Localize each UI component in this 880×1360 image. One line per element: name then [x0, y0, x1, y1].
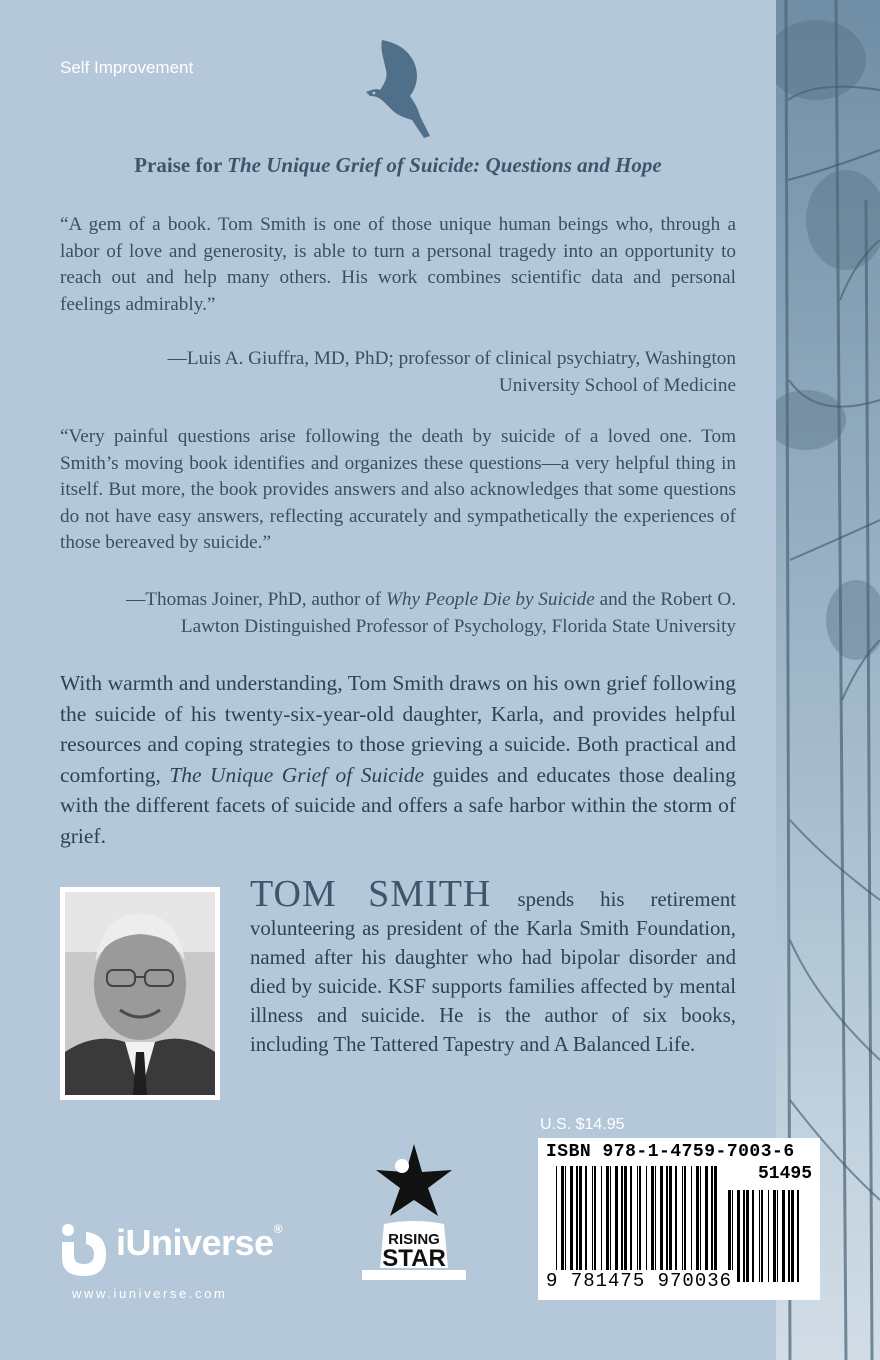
barcode-bar — [746, 1190, 749, 1282]
barcode-bar — [660, 1166, 663, 1282]
registered-mark: ® — [273, 1222, 282, 1236]
attribution-joiner — [126, 586, 736, 640]
price-code: 51495 — [757, 1164, 812, 1184]
barcode-bar — [651, 1166, 654, 1282]
barcode-bar — [700, 1166, 701, 1282]
quote-joiner: “Very painful questions arise following the death by suicide of a loved one. Tom Smith’s moving book identifies and organizes these questions—a very helpful thing in itself. But more, the book provides answers and also acknowledges that some questions do not have easy answers, reflecting accurately and sympathetically the experiences of those bereaved by suicide.” — [60, 426, 736, 553]
attribution-suffix: and the Robert O. — [594, 589, 736, 610]
author-bio — [250, 873, 736, 1059]
isbn-barcode — [538, 1138, 820, 1300]
attribution-prefix: —Thomas Joiner, PhD, author of — [126, 589, 386, 610]
iuniverse-emblem-icon — [58, 1222, 110, 1278]
barcode-bar — [773, 1190, 776, 1282]
barcode-bar — [732, 1190, 733, 1282]
quote-giuffra: “A gem of a book. Tom Smith is one of those unique human beings who, through a labor of love and generosity, is able to turn a personal tragedy into an opportunity to reach out and help many others. His work combines scientific data and personal feelings admirably.” — [60, 214, 736, 315]
barcode-bar — [585, 1166, 587, 1282]
barcode-bar — [782, 1190, 785, 1282]
barcode-bar — [570, 1166, 573, 1282]
barcode-bar — [610, 1166, 611, 1282]
barcode-bar — [714, 1166, 717, 1282]
barcode-bar — [737, 1190, 740, 1282]
barcode-bar — [561, 1166, 564, 1282]
praise-book-title: The Unique Grief of Suicide: Questions and Hope — [227, 153, 662, 177]
author-bio-text: spends his retirement volunteering as president of the Karla Smith Foundation, named after his daughter who had bipolar disorder and died by suicide. KSF supports families affected by mental illness and suicide. He is the author of six books, including The Tattered Tapestry and A Balanced Life. — [250, 888, 736, 1056]
barcode-bar — [639, 1166, 641, 1282]
barcode-bar — [606, 1166, 609, 1282]
attribution-line: University School of Medicine — [498, 375, 736, 396]
book-description — [60, 668, 736, 851]
rising-star-line2: STAR — [382, 1245, 446, 1272]
barcode-bar — [691, 1166, 692, 1282]
barcode-bar — [624, 1166, 627, 1282]
barcode-bar — [728, 1190, 731, 1282]
rising-star-line1: RISING — [388, 1231, 440, 1248]
iuniverse-logo — [58, 1222, 318, 1282]
attribution-book-title: Why People Die by Suicide — [385, 589, 595, 610]
bird-icon — [362, 36, 434, 142]
barcode-bar — [684, 1166, 686, 1282]
publisher-name-text: iUniverse — [116, 1222, 274, 1263]
barcode-bar — [675, 1166, 677, 1282]
barcode-bar — [556, 1166, 557, 1282]
barcode-bar — [655, 1166, 656, 1282]
barcode-bar — [788, 1190, 790, 1282]
isbn-label: ISBN 978-1-4759-7003-6 — [546, 1142, 795, 1162]
barcode-bar — [565, 1166, 566, 1282]
star-figure-icon — [395, 1159, 409, 1173]
author-photo — [60, 887, 220, 1100]
barcode-bars — [552, 1166, 720, 1282]
barcode-bar — [615, 1166, 618, 1282]
barcode-bar — [579, 1166, 582, 1282]
praise-prefix: Praise for — [134, 153, 228, 177]
isbn-digits: 9 781475 970036 — [546, 1270, 733, 1292]
barcode-bar — [682, 1166, 683, 1282]
barcode-bar — [576, 1166, 578, 1282]
attribution-line: —Luis A. Giuffra, MD, PhD; professor of clinical psychiatry, Washington — [167, 348, 736, 369]
barcode-bar — [646, 1166, 647, 1282]
description-part1: With warmth and understanding, Tom Smith draws on his own grief following the suicide of his twenty-six-year-old daughter, Karla, and provides helpful resources and coping strategies to those grieving a suicide. Both practical and comforting, — [60, 671, 736, 787]
barcode-bar — [705, 1166, 708, 1282]
barcode-bar — [630, 1166, 632, 1282]
author-portrait — [65, 892, 215, 1095]
price-label: U.S. $14.95 — [540, 1116, 625, 1133]
barcode-bar — [768, 1190, 769, 1282]
author-name: TOM SMITH — [250, 873, 492, 915]
barcode-bar — [711, 1166, 713, 1282]
barcode-bar — [761, 1190, 763, 1282]
barcode-addon-bars — [728, 1190, 804, 1282]
barcode-bar — [743, 1190, 745, 1282]
barcode-bar — [666, 1166, 668, 1282]
description-title: The Unique Grief of Suicide — [169, 762, 424, 787]
attribution-line: Lawton Distinguished Professor of Psychology, Florida State University — [180, 616, 736, 637]
publisher-url: www.iuniverse.com — [72, 1286, 228, 1301]
category-label: Self Improvement — [60, 58, 194, 77]
barcode-bar — [696, 1166, 699, 1282]
barcode-bar — [759, 1190, 760, 1282]
barcode-bar — [797, 1190, 799, 1282]
attribution-line — [126, 586, 736, 613]
attribution-giuffra — [168, 345, 736, 399]
barcode-bar — [791, 1190, 794, 1282]
barcode-bar — [594, 1166, 596, 1282]
barcode-bar — [752, 1190, 754, 1282]
barcode-bar — [621, 1166, 623, 1282]
barcode-bar — [669, 1166, 672, 1282]
barcode-bar — [601, 1166, 602, 1282]
barcode-bar — [777, 1190, 778, 1282]
description-part2: guides and educates those dealing with the different facets of suicide and offers a safe harbor within the storm of grief. — [60, 762, 736, 848]
rising-star-logo — [356, 1138, 472, 1294]
praise-heading — [60, 153, 736, 178]
publisher-name — [116, 1222, 282, 1264]
barcode-bar — [637, 1166, 638, 1282]
barcode-bar — [592, 1166, 593, 1282]
